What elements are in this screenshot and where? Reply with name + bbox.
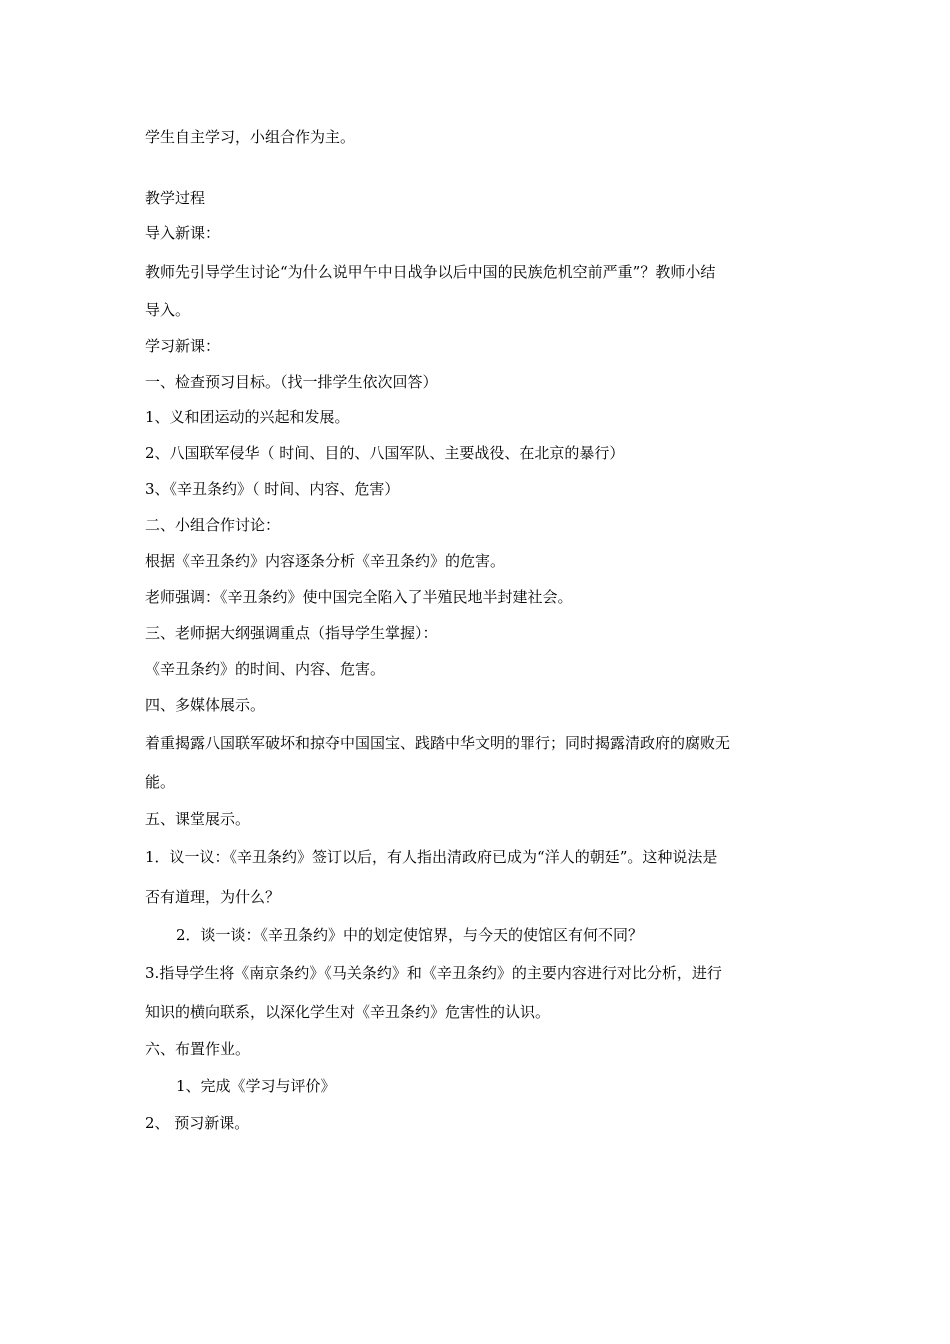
paragraph-introduction-cont: 导入。	[145, 301, 191, 319]
paragraph: 老师强调：《辛丑条约》使中国完全陷入了半殖民地半封建社会。	[145, 588, 573, 606]
heading-introduction: 导入新课：	[145, 224, 221, 242]
list-item: 3、《辛丑条约》（ 时间、内容、危害）	[145, 480, 400, 498]
section-3-heading: 三、老师据大纲强调重点（指导学生掌握）：	[145, 624, 438, 642]
section-4-heading: 四、多媒体展示。	[145, 696, 266, 714]
list-item: 1、完成《学习与评价》	[176, 1077, 336, 1095]
section-5-heading: 五、课堂展示。	[145, 810, 251, 828]
list-item: 2、八国联军侵华（ 时间、目的、八国军队、主要战役、在北京的暴行）	[145, 444, 625, 462]
section-1-heading: 一、检查预习目标。（找一排学生依次回答）	[145, 373, 438, 391]
section-2-heading: 二、小组合作讨论：	[145, 516, 281, 534]
list-item: 2．谈一谈：《辛丑条约》中的划定使馆界，与今天的使馆区有何不同？	[176, 926, 644, 944]
heading-new-lesson: 学习新课：	[145, 337, 221, 355]
paragraph-introduction: 教师先引导学生讨论“为什么说甲午中日战争以后中国的民族危机空前严重”？教师小结	[145, 263, 716, 281]
paragraph-teaching-method: 学生自主学习，小组合作为主。	[145, 128, 356, 146]
list-item: 1．议一议：《辛丑条约》签订以后，有人指出清政府已成为“洋人的朝廷”。这种说法是	[145, 848, 718, 866]
paragraph-cont: 能。	[145, 773, 176, 791]
paragraph: 根据《辛丑条约》内容逐条分析《辛丑条约》的危害。	[145, 552, 506, 570]
list-item-cont: 否有道理，为什么？	[145, 888, 281, 906]
heading-teaching-process: 教学过程	[145, 189, 206, 207]
list-item: 2、 预习新课。	[145, 1114, 250, 1132]
paragraph: 着重揭露八国联军破坏和掠夺中国国宝、践踏中华文明的罪行；同时揭露清政府的腐败无	[145, 734, 731, 752]
section-6-heading: 六、布置作业。	[145, 1040, 251, 1058]
list-item: 3.指导学生将《南京条约》《马关条约》和《辛丑条约》的主要内容进行对比分析，进行	[145, 964, 722, 982]
list-item: 1、义和团运动的兴起和发展。	[145, 408, 350, 426]
list-item-cont: 知识的横向联系，以深化学生对《辛丑条约》危害性的认识。	[145, 1003, 551, 1021]
paragraph: 《辛丑条约》的时间、内容、危害。	[145, 660, 386, 678]
